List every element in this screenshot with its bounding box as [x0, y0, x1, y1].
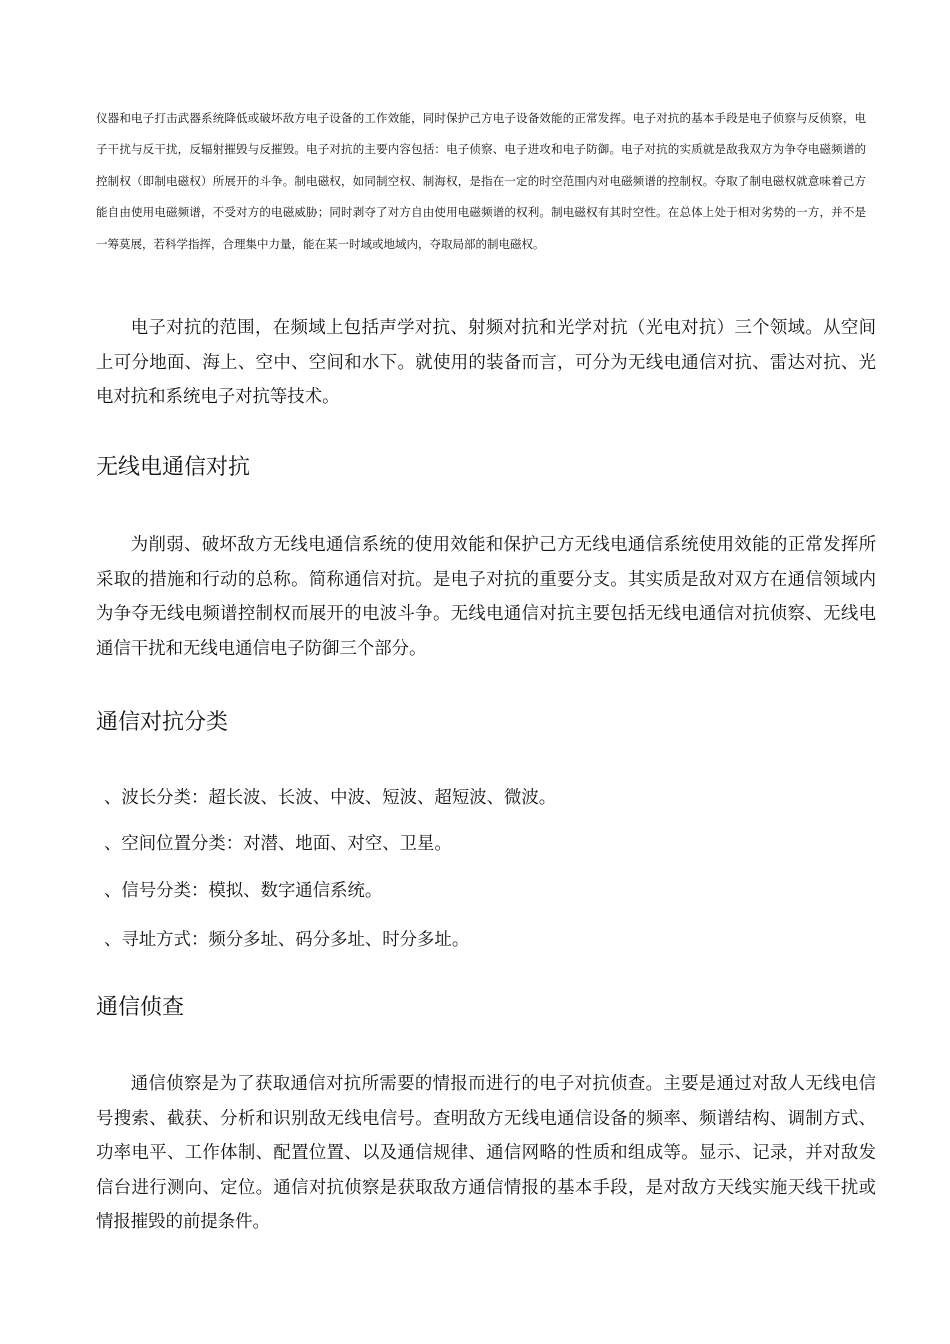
heading-radio-countermeasures: 无线电通信对抗 — [96, 455, 251, 480]
classification-item-spatial: 、空间位置分类：对潜、地面、对空、卫星。 — [104, 834, 452, 854]
heading-classification: 通信对抗分类 — [96, 710, 229, 735]
radio-countermeasures-paragraph: 为削弱、破坏敌方无线电通信系统的使用效能和保护己方无线电通信系统使用效能的正常发挥所采取的措施和行动的总称。简称通信对抗。是电子对抗的重要分支。其实质是敌对双方在通信领域内为争夺无线电频谱控制权而展开的电波斗争。无线电通信对抗主要包括无线电通信对抗侦察、无线电通信干扰和无线电通信电子防御三个部分。 — [96, 535, 876, 659]
scope-paragraph: 电子对抗的范围，在频域上包括声学对抗、射频对抗和光学对抗（光电对抗）三个领域。从空间上可分地面、海上、空中、空间和水下。就使用的装备而言，可分为无线电通信对抗、雷达对抗、光电对抗和系统电子对抗等技术。 — [96, 318, 876, 407]
classification-item-signal: 、信号分类：模拟、数字通信系统。 — [104, 881, 383, 901]
classification-item-addressing: 、寻址方式：频分多址、码分多址、时分多址。 — [104, 930, 470, 950]
reconnaissance-paragraph: 通信侦察是为了获取通信对抗所需要的情报而进行的电子对抗侦查。主要是通过对敌人无线电信号搜索、截获、分析和识别敌无线电信号。查明敌方无线电通信设备的频率、频谱结构、调制方式、功率电平、工作体制、配置位置、以及通信规律、通信网略的性质和组成等。显示、记录，并对敌发信台进行测向、定位。通信对抗侦察是获取敌方通信情报的基本手段，是对敌方天线实施天线干扰或情报摧毁的前提条件。 — [96, 1074, 876, 1232]
intro-small-paragraph: 仪器和电子打击武器系统降低或破坏敌方电子设备的工作效能，同时保护己方电子设备效能的正常发挥。电子对抗的基本手段是电子侦察与反侦察，电子干扰与反干扰，反辐射摧毁与反摧毁。电子对抗的主要内容包括：电子侦察、电子进攻和电子防御。电子对抗的实质就是敌我双方为争夺电磁频谱的控制权（即制电磁权）所展开的斗争。制电磁权，如同制空权、制海权，是指在一定的时空范围内对电磁频谱的控制权。夺取了制电磁权就意味着己方能自由使用电磁频谱，不受对方的电磁威胁；同时剥夺了对方自由使用电磁频谱的权利。制电磁权有其时空性。在总体上处于相对劣势的一方，并不是一筹莫展，若科学指挥，合理集中力量，能在某一时域或地域内，夺取局部的制电磁权。 — [96, 111, 866, 251]
heading-reconnaissance: 通信侦查 — [96, 995, 185, 1020]
classification-item-wavelength: 、波长分类：超长波、长波、中波、短波、超短波、微波。 — [104, 788, 557, 808]
